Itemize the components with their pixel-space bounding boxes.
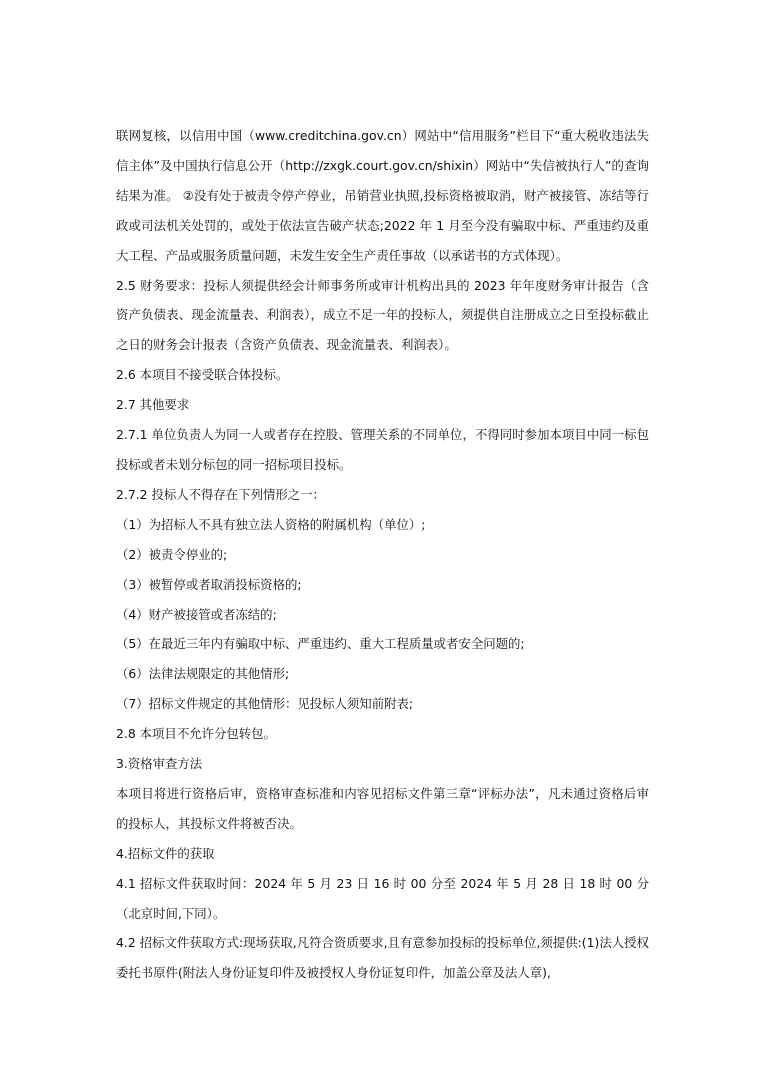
list-item-exclusion-4: （4）财产被接管或者冻结的; <box>116 606 277 622</box>
list-item-exclusion-1: （1）为招标人不具有独立法人资格的附属机构（单位）; <box>116 516 426 532</box>
list-item-exclusion-3: （3）被暂停或者取消投标资格的; <box>116 576 302 592</box>
paragraph-same-responsible-person: 2.7.1 单位负责人为同一人或者存在控股、管理关系的不同单位，不得同时参加本项目中同一标包投标或者未划分标包的同一招标项目投标。 <box>116 427 649 472</box>
list-item-exclusion-2: （2）被责令停业的; <box>116 546 228 562</box>
paragraph-exclusion-intro: 2.7.2 投标人不得存在下列情形之一： <box>116 486 325 502</box>
paragraph-blacklist-check: 联网复核，以信用中国（www.creditchina.gov.cn）网站中“信用服务”栏目下“重大税收违法失信主体”及中国执行信息公开（http://zxgk.court.gov.cn/shixin）网站中“失信被执行人”的查询结果为准。 ②没有处于被责令停产停业，吊销营业执照,投标资格被取消，财产被接管、冻结等行政或司法机关处罚的，或处于依法宣告破产状态;2022 年 1 月至今没有骗取中标、严重违约及重大工程、产品或服务质量问题，未发生安全生产责任事故（以承诺书的方式体现）。 <box>116 128 649 263</box>
paragraph-acquisition-time: 4.1 招标文件获取时间：2024 年 5 月 23 日 16 时 00 分至 2024 年 5 月 28 日 18 时 00 分（北京时间,下同）。 <box>116 875 649 921</box>
paragraph-qualification-review: 本项目将进行资格后审，资格审查标准和内容见招标文件第三章“评标办法”，凡未通过资格后审的投标人，其投标文件将被否决。 <box>116 785 649 831</box>
document-body <box>116 121 649 988</box>
heading-qualification-review: 3.资格审查方法 <box>116 756 203 772</box>
paragraph-no-consortium: 2.6 本项目不接受联合体投标。 <box>116 367 289 383</box>
paragraph-no-subcontracting: 2.8 本项目不允许分包转包。 <box>116 726 276 742</box>
heading-other-requirements: 2.7 其他要求 <box>116 397 190 413</box>
list-item-exclusion-5: （5）在最近三年内有骗取中标、严重违约、重大工程质量或者安全问题的; <box>116 636 525 652</box>
paragraph-financial-requirements: 2.5 财务要求：投标人须提供经会计师事务所或审计机构出具的 2023 年年度财务审计报告（含资产负债表、现金流量表、利润表），成立不足一年的投标人，须提供自注册成立之日至投标截止之日的财务会计报表（含资产负债表、现金流量表、利润表）。 <box>116 277 649 353</box>
list-item-exclusion-6: （6）法律法规限定的其他情形; <box>116 666 290 682</box>
heading-tender-document-acquisition: 4.招标文件的获取 <box>116 845 215 861</box>
list-item-exclusion-7: （7）招标文件规定的其他情形：见投标人须知前附表; <box>116 696 414 712</box>
paragraph-acquisition-method: 4.2 招标文件获取方式:现场获取,凡符合资质要求,且有意参加投标的投标单位,须提供:(1)法人授权委托书原件(附法人身份证复印件及被授权人身份证复印件，加盖公章及法人章), <box>116 935 649 981</box>
